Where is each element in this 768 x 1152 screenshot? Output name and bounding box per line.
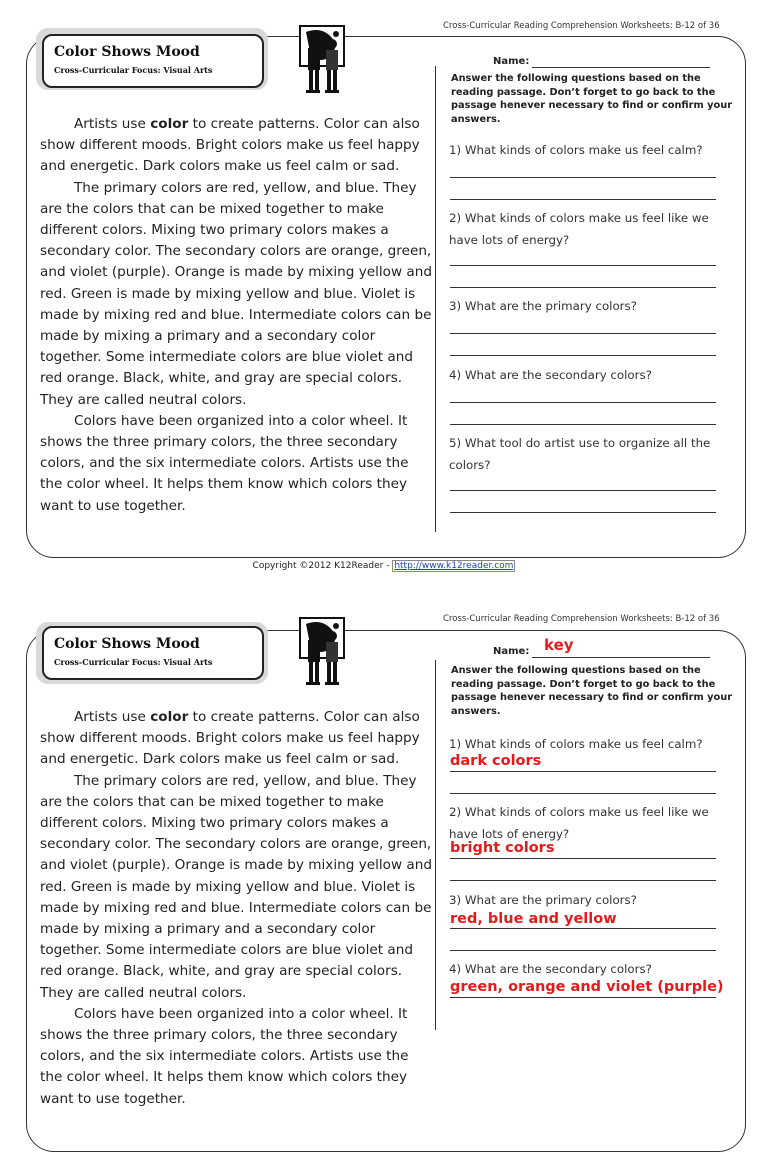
answer-4: green, orange and violet (purple) (450, 979, 724, 995)
answer-line[interactable] (450, 793, 716, 794)
question-2: 2) What kinds of colors make us feel like we have lots of energy? (449, 805, 709, 841)
question-4: 4) What are the secondary colors? (449, 368, 652, 382)
column-divider (435, 660, 436, 1030)
focus-subtitle: Cross-Curricular Focus: Visual Arts (54, 657, 213, 667)
question-2: 2) What kinds of colors make us feel like we have lots of energy? (449, 211, 709, 247)
people-looking-at-painting-icon (292, 24, 354, 94)
answer-line[interactable] (450, 490, 716, 491)
question-1: 1) What kinds of colors make us feel calm? (449, 737, 703, 751)
question-3: 3) What are the primary colors? (449, 299, 637, 313)
answer-line[interactable] (450, 950, 716, 951)
answer-2: bright colors (450, 840, 555, 856)
name-field[interactable] (532, 657, 710, 658)
k12reader-link[interactable]: http://www.k12reader.com (394, 561, 514, 571)
worksheet-info: Cross-Curricular Reading Comprehension Worksheets: B-12 of 36 (443, 614, 720, 624)
answer-line[interactable] (450, 880, 716, 881)
answer-line[interactable] (450, 265, 716, 266)
answer-line[interactable] (450, 512, 716, 513)
question-3: 3) What are the primary colors? (449, 893, 637, 907)
focus-subtitle: Cross-Curricular Focus: Visual Arts (54, 65, 213, 75)
answer-line[interactable] (450, 199, 716, 200)
question-4: 4) What are the secondary colors? (449, 962, 652, 976)
copyright: Copyright ©2012 K12Reader - http://www.k12reader.com (252, 561, 514, 571)
name-label: Name: (493, 56, 530, 67)
worksheet-answer-key (0, 594, 768, 1107)
answer-line[interactable] (450, 333, 716, 334)
reading-passage: Artists use color to create patterns. Color can also show different moods. Bright colors make us feel happy and energetic. Dark colors make us feel calm or sad. The primary colors are red, yellow, and blue. They are the colors that can be mixed together to make different colors. Mixing two primary colors makes a secondary color. The secondary colors are orange, green, and violet (purple). Orange is made by mixing yellow and red. Green is made by mixing yellow and blue. Violet is made by mixing red and blue. Intermediate colors can be made by mixing a primary and a secondary color together. Some intermediate colors are blue violet and red orange. Black, white, and gray are special colors. They are called neutral colors. Colors have been organized into a color wheel. It shows the three primary colors, the three secondary colors, and the six intermediate colors. Artists use the the color wheel. It helps them know which colors they want to use together. (40, 116, 432, 514)
answer-1: dark colors (450, 753, 542, 769)
name-field[interactable] (532, 67, 710, 68)
answer-line[interactable] (450, 177, 716, 178)
question-5: 5) What tool do artist use to organize all the colors? (449, 436, 711, 472)
answer-line[interactable] (450, 402, 716, 403)
answer-key-label: key (544, 636, 574, 654)
page-title: Color Shows Mood (54, 636, 200, 652)
title-box (42, 626, 264, 680)
worksheet-info: Cross-Curricular Reading Comprehension Worksheets: B-12 of 36 (443, 21, 720, 31)
answer-line[interactable] (450, 287, 716, 288)
answer-line[interactable] (450, 997, 716, 998)
instructions: Answer the following questions based on the reading passage. Don’t forget to go back to the passage henever necessary to find or confirm your answers. (451, 665, 733, 717)
instructions: Answer the following questions based on the reading passage. Don’t forget to go back to the passage henever necessary to find or confirm your answers. (451, 73, 733, 125)
title-box (42, 34, 264, 88)
reading-passage: Artists use color to create patterns. Color can also show different moods. Bright colors make us feel happy and energetic. Dark colors make us feel calm or sad. The primary colors are red, yellow, and blue. They are the colors that can be mixed together to make different colors. Mixing two primary colors makes a secondary color. The secondary colors are orange, green, and violet (purple). Orange is made by mixing yellow and red. Green is made by mixing yellow and blue. Violet is made by mixing red and blue. Intermediate colors can be made by mixing a primary and a secondary color together. Some intermediate colors are blue violet and red orange. Black, white, and gray are special colors. They are called neutral colors. Colors have been organized into a color wheel. It shows the three primary colors, the three secondary colors, and the six intermediate colors. Artists use the the color wheel. It helps them know which colors they want to use together. (40, 709, 432, 1107)
people-looking-at-painting-icon (292, 616, 354, 686)
answer-line[interactable] (450, 928, 716, 929)
answer-line[interactable] (450, 424, 716, 425)
question-1: 1) What kinds of colors make us feel calm? (449, 143, 703, 157)
answer-line[interactable] (450, 771, 716, 772)
answer-line[interactable] (450, 858, 716, 859)
page-title: Color Shows Mood (54, 44, 200, 60)
answer-line[interactable] (450, 355, 716, 356)
answer-3: red, blue and yellow (450, 911, 617, 927)
name-label: Name: (493, 646, 530, 657)
column-divider (435, 66, 436, 532)
